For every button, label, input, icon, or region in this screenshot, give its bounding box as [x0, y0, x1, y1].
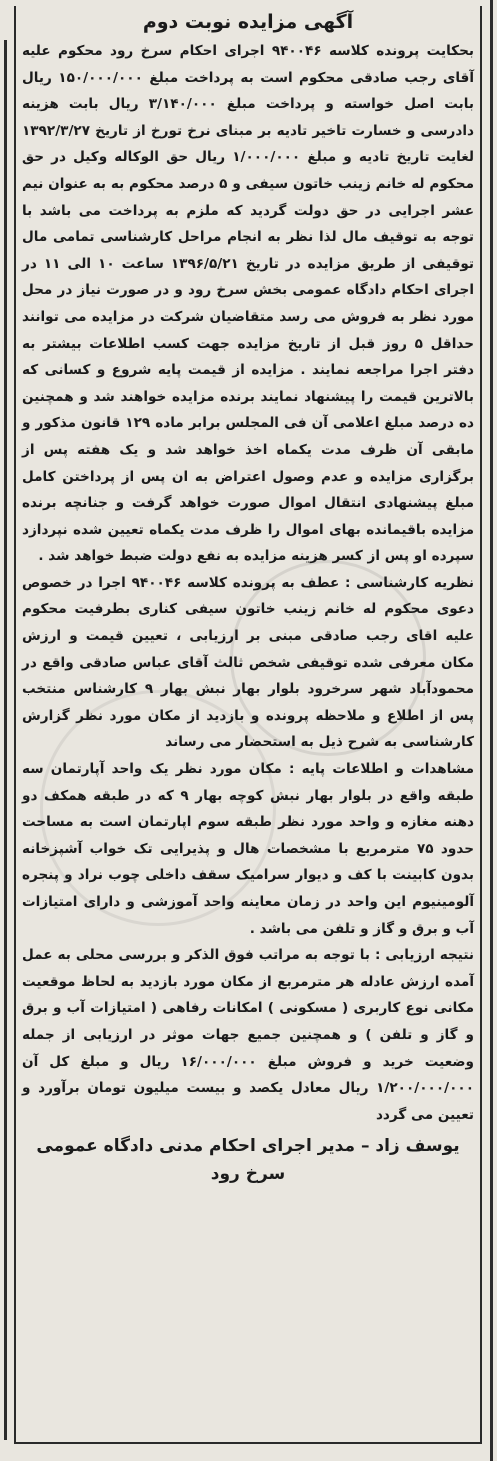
notice-title: آگهی مزایده نوبت دوم [142, 11, 354, 33]
notice-content [22, 8, 474, 1188]
observations-paragraph: مشاهدات و اطلاعات پایه : مکان مورد نظر یک واحد آپارتمان سه طبقه واقع در بلوار بهار نبش کوچه بهار ۹ که در طبقه همکف دو دهنه مغازه و واحد مورد نظر طبقه سوم اپارتمان است به مساحت حدود ۷۵ مترمربع با مشخصات هال و پذیرایی تک خواب آشپزخانه بدون کابینت با کف و دیوار سرامیک سقف داخلی چوب نراد و پنجره آلومینیوم این واحد در زمان معاینه واحد آموزشی و دارای امتیازات آب و برق و گاز و تلفن می باشد . [22, 761, 474, 937]
expert-opinion-paragraph: نظریه کارشناسی : عطف به پرونده کلاسه ۹۴۰۰۴۶ اجرا در خصوص دعوی محکوم له خانم زینب خاتون سیفی کناری بطرفیت محکوم علیه اقای رجب صادقی مبنی بر ارزیابی ، تعیین قیمت و ارزش مکان معرفی شده توقیفی شخص ثالث آقای عباس صادقی واقع در محمودآباد شهر سرخرود بلوار بهار نبش بهار ۹ کارشناس منتخب پس از اطلاع و ملاحظه پرونده و بازدید از مکان مورد نظر گزارش کارشناسی به شرح ذیل به استحضار می رساند [22, 574, 475, 751]
auction-paragraph: بحکایت پرونده کلاسه ۹۴۰۰۴۶ اجرای احکام سرخ رود محکوم علیه آقای رجب صادقی محکوم است به پرداخت مبلغ ۱۵۰/۰۰۰/۰۰۰ ریال بابت اصل خواسته و پرداخت مبلغ ۳/۱۴۰/۰۰۰ ریال بابت هزینه دادرسی و خسارت تاخیر تادیه بر مبنای نرخ تورخ از تاریخ ۱۳۹۲/۳/۲۷ لغایت تاریخ تادیه و مبلغ ۱/۰۰۰/۰۰۰ ریال حق الوکاله وکیل در حق محکوم له خانم زینب خاتون سیفی و ۵ درصد محکوم به به عنوان نیم عشر اجرایی در حق دولت گردید که ملزم به پرداخت می باشد با توجه به توقیف مال لذا نظر به انجام مراحل کارشناسی تمامی مال توقیفی از طریق مزایده در تاریخ ۱۳۹۶/۵/۲۱ ساعت ۱۰ الی ۱۱ در اجرای احکام دادگاه عمومی بخش سرخ رود و در صورت نیاز در محل مورد نظر به فروش می رسد متقاضیان شرکت در مزایده می توانند حداقل ۵ روز قبل از تاریخ مزایده جهت کسب اطلاعات بیشتر به دفتر اجرا مراجعه نمایند . مزایده از قیمت پایه شروع و کسانی که بالاترین قیمت را پیشنهاد نمایند برنده مزایده خواهند شد و همچنین ده درصد مبلغ اعلامی آن فی المجلس برابر ماده ۱۲۹ قانون مذکور و مابقی آن ظرف مدت یکماه اخذ خواهد شد و یک هفته پس از برگزاری مزایده و عدم وصول اعتراض به ان پس از پرداختن کامل مبلغ پیشنهادی انتقال اموال صورت خواهد گرفت و جنانچه برنده مزایده باقیمانده بهای اموال را ظرف مدت یکماه تعیین شده نپردازد سپرده او پس از کسر هزینه مزایده به نفع دولت ضبط خواهد شد . [22, 43, 475, 565]
signature-line: یوسف زاد – مدیر اجرای احکام مدنی دادگاه عمومی سرخ رود [36, 1136, 460, 1185]
valuation-result-paragraph: نتیجه ارزیابی : با توجه به مراتب فوق الذکر و بررسی محلی به عمل آمده ارزش عادله هر مترمربع از مکان مورد بازدید به لحاظ موقعیت مکانی نوع کاربری ( مسکونی ) امکانات رفاهی ( امتیازات آب و برق و گاز و تلفن ) و همچنین جمیع جهات موثر در ارزیابی از جمله وضعیت خرید و فروش مبلغ ۱۶/۰۰۰/۰۰۰ ریال و مبلغ کل آن ۱/۲۰۰/۰۰۰/۰۰۰ ریال معادل یکصد و بیست میلیون تومان برآورد و تعیین می گردد [22, 947, 474, 1123]
left-column-rule [4, 40, 7, 1440]
right-column-rule [490, 0, 493, 1461]
